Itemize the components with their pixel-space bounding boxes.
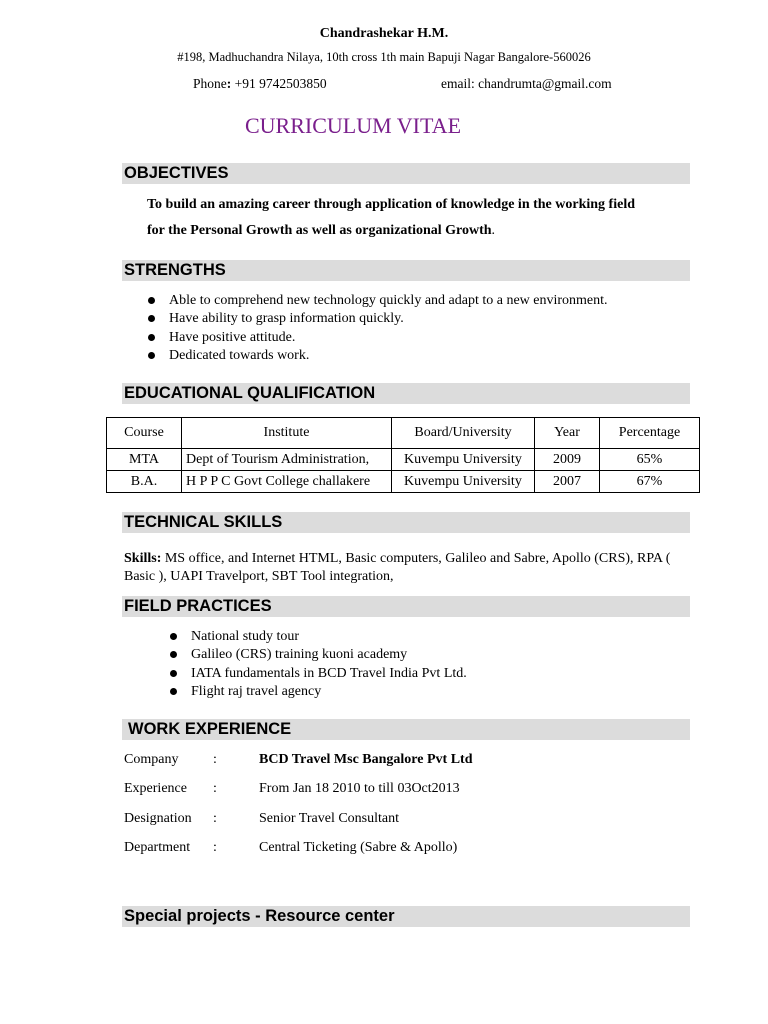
table-cell: 65%	[600, 449, 700, 471]
education-table	[106, 417, 700, 493]
table-cell: 67%	[600, 471, 700, 493]
work-label-department: Department	[124, 840, 191, 855]
table-header-cell: Percentage	[600, 418, 700, 449]
work-value-company: BCD Travel Msc Bangalore Pvt Ltd	[259, 752, 473, 767]
work-colon: :	[213, 781, 217, 796]
work-value-designation: Senior Travel Consultant	[259, 811, 400, 826]
email-line: email: chandrumta@gmail.com	[441, 76, 612, 91]
table-cell: 2007	[535, 471, 600, 493]
table-header-row	[107, 418, 700, 449]
section-header-education: EDUCATIONAL QUALIFICATION	[122, 383, 690, 404]
work-label-experience: Experience	[124, 781, 187, 796]
phone-colon: :	[226, 76, 232, 91]
table-row	[107, 471, 700, 493]
list-item: Able to comprehend new technology quickly and adapt to a new environment.	[147, 292, 608, 310]
table-cell: Kuvempu University	[392, 471, 535, 493]
objective-line-2-period: .	[491, 223, 496, 238]
table-header-cell: Course	[107, 418, 182, 449]
objective-line-2	[147, 223, 495, 239]
list-item: Have ability to grasp information quickly.	[147, 310, 608, 328]
skills-list: MS office, and Internet HTML, Basic computers, Galileo and Sabre, Apollo (CRS), RPA ( Basic ), UAPI Travelport, SBT Tool integration,	[124, 551, 671, 584]
work-colon: :	[213, 811, 217, 826]
work-colon: :	[213, 752, 217, 767]
table-row	[107, 449, 700, 471]
section-header-special-projects: Special projects - Resource center	[122, 906, 690, 927]
table-header-cell: Year	[535, 418, 600, 449]
list-item: Dedicated towards work.	[147, 347, 608, 365]
phone-line	[193, 76, 327, 92]
candidate-name: Chandrashekar H.M.	[319, 26, 449, 41]
skills-label: Skills:	[124, 551, 162, 566]
section-header-field-practices: FIELD PRACTICES	[122, 596, 690, 617]
table-header-cell: Institute	[182, 418, 392, 449]
table-cell: MTA	[107, 449, 182, 471]
list-item: Galileo (CRS) training kuoni academy	[169, 646, 467, 664]
section-header-work-experience: WORK EXPERIENCE	[122, 719, 690, 740]
table-header-cell: Board/University	[392, 418, 535, 449]
objective-line-1: To build an amazing career through application of knowledge in the working field	[147, 197, 635, 212]
strengths-list	[147, 292, 608, 365]
table-cell: Kuvempu University	[392, 449, 535, 471]
technical-skills-text	[124, 550, 694, 586]
list-item: IATA fundamentals in BCD Travel India Pvt Ltd.	[169, 665, 467, 683]
table-cell: B.A.	[107, 471, 182, 493]
work-label-company: Company	[124, 752, 179, 767]
work-value-department: Central Ticketing (Sabre & Apollo)	[259, 840, 458, 855]
list-item: National study tour	[169, 628, 467, 646]
list-item: Have positive attitude.	[147, 329, 608, 347]
table-cell: H P P C Govt College challakere	[182, 471, 392, 493]
work-colon: :	[213, 840, 217, 855]
phone-number: +91 9742503850	[231, 76, 327, 91]
objective-line-2-text: for the Personal Growth as well as organizational Growth	[147, 223, 492, 238]
candidate-address: #198, Madhuchandra Nilaya, 10th cross 1th main Bapuji Nagar Bangalore-560026	[177, 50, 591, 64]
work-value-experience: From Jan 18 2010 to till 03Oct2013	[259, 781, 460, 796]
section-header-objectives: OBJECTIVES	[122, 163, 690, 184]
phone-label: Phone	[193, 76, 227, 91]
table-cell: 2009	[535, 449, 600, 471]
section-header-strengths: STRENGTHS	[122, 260, 690, 281]
work-label-designation: Designation	[124, 811, 192, 826]
list-item: Flight raj travel agency	[169, 683, 467, 701]
document-title: CURRICULUM VITAE	[245, 113, 462, 138]
table-cell: Dept of Tourism Administration,	[182, 449, 392, 471]
section-header-technical-skills: TECHNICAL SKILLS	[122, 512, 690, 533]
field-practices-list	[169, 628, 467, 701]
